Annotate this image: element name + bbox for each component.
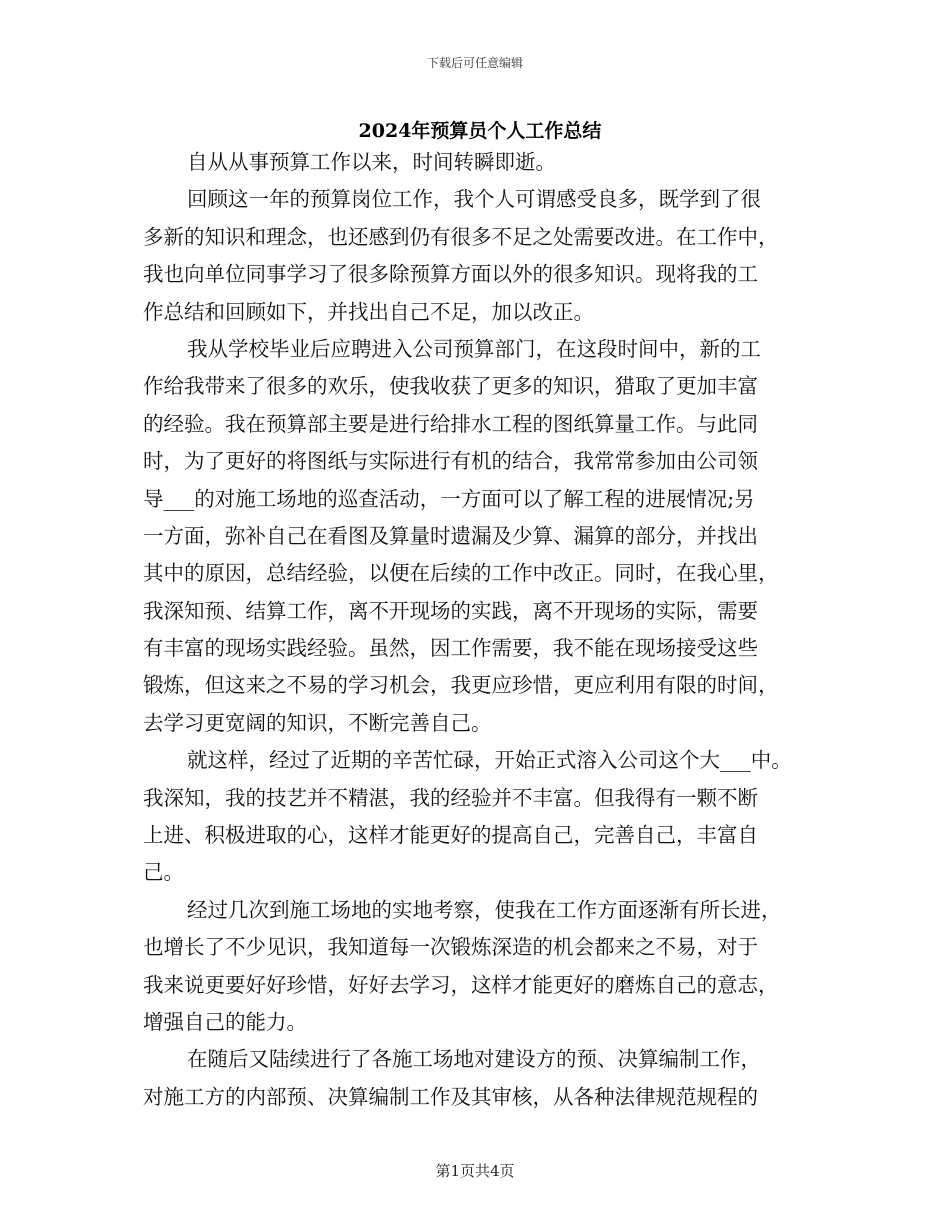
paragraph-line: 多新的知识和理念，也还感到仍有很多不足之处需要改进。在工作中， — [143, 224, 779, 249]
paragraph-line: 导___的对施工场地的巡查活动，一方面可以了解工程的进展情况;另 — [143, 486, 755, 511]
document-title: 2024年预算员个人工作总结 — [358, 120, 602, 142]
paragraph-line: 增强自己的能力。 — [143, 1009, 307, 1034]
paragraph-line: 对施工方的内部预、决算编制工作及其审核，从各种法律规范规程的 — [143, 1084, 758, 1109]
paragraph-line: 时，为了更好的将图纸与实际进行有机的结合，我常常参加由公司领 — [143, 449, 758, 474]
paragraph-line: 我也向单位同事学习了很多除预算方面以外的很多知识。现将我的工 — [143, 262, 758, 287]
paragraph-line: 我来说更要好好珍惜，好好去学习，这样才能更好的磨炼自己的意志， — [143, 972, 779, 997]
paragraph-line: 有丰富的现场实践经验。虽然，因工作需要，我不能在现场接受这些 — [143, 636, 758, 661]
paragraph-line: 锻炼，但这来之不易的学习机会，我更应珍惜，更应利用有限的时间， — [143, 673, 779, 698]
paragraph-line: 我从学校毕业后应聘进入公司预算部门，在这段时间中，新的工 — [187, 336, 761, 361]
paragraph-line: 的经验。我在预算部主要是进行给排水工程的图纸算量工作。与此同 — [143, 411, 758, 436]
paragraph-line: 回顾这一年的预算岗位工作，我个人可谓感受良多，既学到了很 — [187, 187, 761, 212]
paragraph-line: 在随后又陆续进行了各施工场地对建设方的预、决算编制工作， — [187, 1047, 761, 1072]
paragraph-line: 作给我带来了很多的欢乐，使我收获了更多的知识，猎取了更加丰富 — [143, 374, 758, 399]
header-note: 下载后可任意编辑 — [426, 56, 523, 70]
paragraph-line: 其中的原因，总结经验，以便在后续的工作中改正。同时，在我心里， — [143, 561, 779, 586]
page-number: 第1页共4页 — [435, 1162, 515, 1180]
paragraph-line: 自从从事预算工作以来，时间转瞬即逝。 — [187, 150, 556, 174]
paragraph-line: 作总结和回顾如下，并找出自己不足，加以改正。 — [143, 299, 594, 324]
paragraph-line: 己。 — [143, 860, 184, 885]
paragraph-line: 经过几次到施工场地的实地考察，使我在工作方面逐渐有所长进， — [187, 897, 782, 922]
paragraph-line: 就这样，经过了近期的辛苦忙碌，开始正式溶入公司这个大___中。 — [187, 748, 792, 773]
paragraph-line: 上进、积极进取的心，这样才能更好的提高自己，完善自己，丰富自 — [143, 823, 758, 848]
paragraph-line: 去学习更宽阔的知识，不断完善自己。 — [143, 710, 492, 735]
paragraph-line: 我深知预、结算工作，离不开现场的实践，离不开现场的实际，需要 — [143, 598, 758, 623]
document-body — [143, 144, 823, 1116]
paragraph-line: 也增长了不少见识，我知道每一次锻炼深造的机会都来之不易，对于 — [143, 935, 758, 960]
paragraph-line: 一方面，弥补自己在看图及算量时遗漏及少算、漏算的部分，并找出 — [143, 523, 758, 548]
paragraph-line: 我深知，我的技艺并不精湛，我的经验并不丰富。但我得有一颗不断 — [143, 785, 758, 810]
